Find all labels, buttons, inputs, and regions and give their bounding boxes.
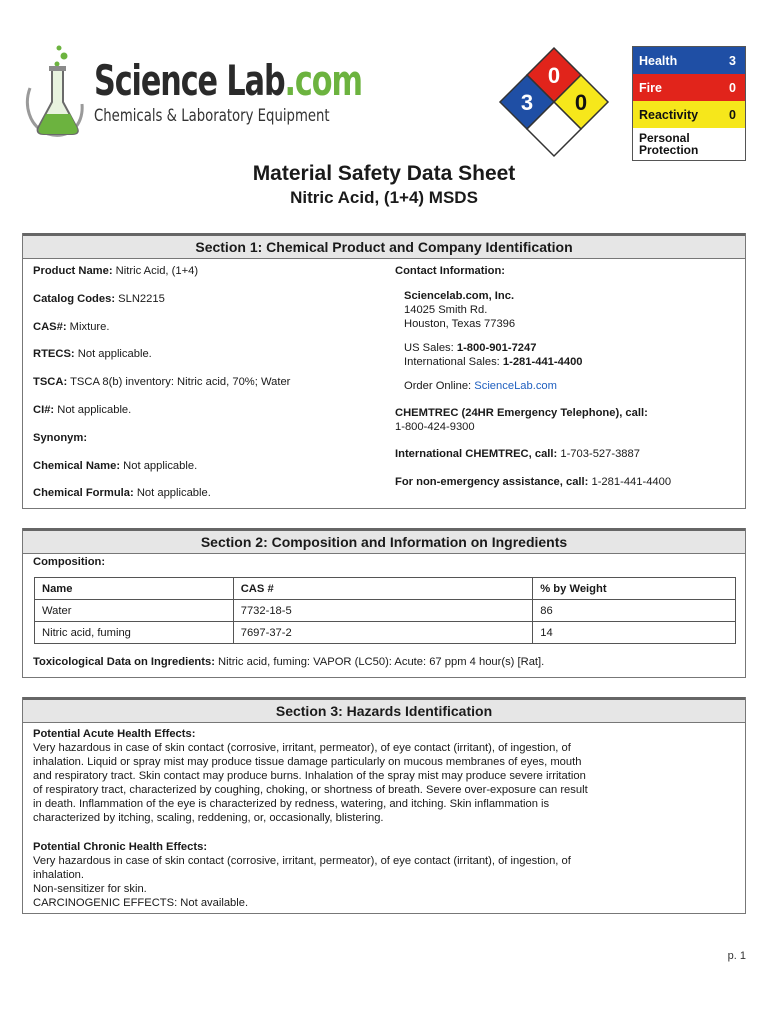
- field-tsca: TSCA: TSCA 8(b) inventory: Nitric acid, 70%; Water: [33, 376, 291, 389]
- field-cas: CAS#: Mixture.: [33, 320, 110, 333]
- field-chemical-formula: Chemical Formula: Not applicable.: [33, 487, 211, 500]
- chronic-health-effects: Potential Chronic Health Effects: Very hazardous in case of skin contact (corrosive, irritant, permeator), of eye contact (irritant), of ingestion, of inhalation. Non-sensitizer for skin. CARCINOGENIC EFFECTS: Not available.: [33, 841, 571, 909]
- sciencelab-logo: [22, 44, 362, 140]
- product-fields: [33, 264, 383, 514]
- diamond-reactivity-value: 0: [574, 90, 588, 115]
- nfpa-diamond: [498, 46, 610, 158]
- hmis-ratings-box: [632, 46, 746, 161]
- reactivity-rating: Reactivity 0: [633, 101, 745, 128]
- logo-tagline: Chemicals & Laboratory Equipment: [94, 106, 330, 126]
- company-address: Sciencelab.com, Inc. 14025 Smith Rd. Houston, Texas 77396: [404, 290, 516, 330]
- flask-icon: [22, 44, 92, 140]
- order-online: Order Online: ScienceLab.com: [404, 380, 557, 392]
- fire-rating: Fire 0: [633, 74, 745, 101]
- contact-information: [395, 264, 740, 489]
- health-rating: Health 3: [633, 47, 745, 74]
- field-catalog-codes: Catalog Codes: SLN2215: [33, 292, 165, 305]
- toxicological-data: Toxicological Data on Ingredients: Nitric acid, fuming: VAPOR (LC50): Acute: 67 ppm 4 hour(s) [Rat].: [33, 656, 545, 668]
- section-2: [22, 528, 746, 678]
- section-3: [22, 697, 746, 914]
- section-3-heading: Section 3: Hazards Identification: [23, 697, 745, 723]
- section-2-heading: Section 2: Composition and Information on Ingredients: [23, 528, 745, 554]
- section-1-heading: Section 1: Chemical Product and Company Identification: [23, 233, 745, 259]
- document-subtitle: Nitric Acid, (1+4) MSDS: [290, 188, 478, 207]
- table-row: Water 7732-18-5 86: [35, 600, 736, 622]
- page-number: p. 1: [727, 950, 746, 962]
- personal-protection-rating: Personal Protection: [633, 128, 745, 160]
- field-chemical-name: Chemical Name: Not applicable.: [33, 459, 198, 472]
- acute-health-effects: Potential Acute Health Effects: Very hazardous in case of skin contact (corrosive, irritant, permeator), of eye contact (irritant), of ingestion, of inhalation. Liquid or spray mist may produce tissue damage particularly on mucous membranes of eyes, mouth and respiratory tract. Skin contact may produce burns. Inhalation of the spray mist may produce severe irritation of respiratory tract, characterized by coughing, choking, or shortness of breath. Severe over-exposure can result in death. Inflammation of the eye is characterized by redness, watering, and itching. Skin inflammation is characterized by itching, scaling, reddening, or, occasionally, blistering.: [33, 728, 588, 824]
- contact-heading: Contact Information:: [395, 265, 506, 277]
- intl-chemtrec-contact: International CHEMTREC, call: 1-703-527-3887: [395, 448, 640, 460]
- table-row: Nitric acid, fuming 7697-37-2 14: [35, 622, 736, 644]
- field-ci: CI#: Not applicable.: [33, 403, 132, 416]
- document-title: Material Safety Data Sheet: [252, 162, 516, 185]
- diamond-fire-value: 0: [547, 63, 561, 88]
- field-product-name: Product Name: Nitric Acid, (1+4): [33, 265, 199, 277]
- diamond-health-value: 3: [520, 90, 534, 115]
- field-rtecs: RTECS: Not applicable.: [33, 348, 152, 361]
- sciencelab-link[interactable]: ScienceLab.com: [474, 380, 557, 392]
- composition-label: Composition:: [33, 556, 106, 568]
- field-synonym: Synonym:: [33, 431, 88, 444]
- chemtrec-contact: CHEMTREC (24HR Emergency Telephone), call: 1-800-424-9300: [395, 407, 648, 433]
- section-1: [22, 233, 746, 509]
- nonemergency-contact: For non-emergency assistance, call: 1-281-441-4400: [395, 476, 672, 488]
- table-header-row: Name CAS # % by Weight: [35, 578, 736, 600]
- logo-wordmark: Science Lab.com: [94, 56, 362, 105]
- sales-phones: US Sales: 1-800-901-7247 International Sales: 1-281-441-4400: [404, 342, 583, 368]
- composition-table: [34, 577, 736, 644]
